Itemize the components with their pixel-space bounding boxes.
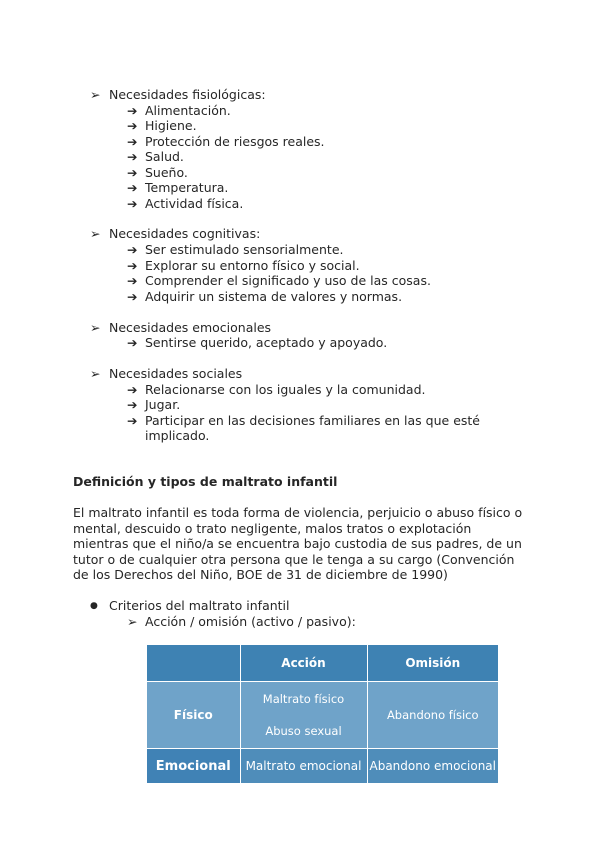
cell-accion-emocional: Maltrato emocional: [240, 749, 367, 784]
list-item: Salud.: [145, 149, 184, 164]
list-marker: ➢: [127, 614, 138, 629]
cell-text: Maltrato físico: [262, 692, 345, 706]
list-item: Relacionarse con los iguales y la comunidad.: [145, 382, 426, 397]
sub-marker: ➔: [127, 118, 138, 133]
sub-marker: ➔: [127, 289, 138, 304]
list-marker: ➢: [90, 226, 101, 241]
sub-marker: ➔: [127, 258, 138, 273]
paragraph-line: tutor o de cualquier otra persona que le tenga a su cargo (Convención: [73, 552, 515, 567]
list-item: Explorar su entorno físico y social.: [145, 258, 360, 273]
row-header-fisico: Físico: [147, 682, 240, 749]
bullet-marker: ●: [90, 601, 98, 611]
list-item: Comprender el significado y uso de las cosas.: [145, 273, 431, 288]
list-item: Sentirse querido, aceptado y apoyado.: [145, 335, 388, 350]
cell-text: Abuso sexual: [265, 724, 342, 738]
table-corner-cell: [147, 645, 240, 682]
sub-marker: ➔: [127, 149, 138, 164]
column-header-accion: Acción: [240, 645, 367, 682]
list-item: Participar en las decisiones familiares en las que esté: [145, 413, 480, 428]
list-item: Alimentación.: [145, 103, 231, 118]
list-item: Jugar.: [145, 397, 181, 412]
maltrato-table: [147, 645, 498, 783]
sub-marker: ➔: [127, 242, 138, 257]
list-item: Actividad física.: [145, 196, 244, 211]
list-item: Higiene.: [145, 118, 197, 133]
sub-marker: ➔: [127, 134, 138, 149]
sub-marker: ➔: [127, 196, 138, 211]
paragraph-line: mientras que el niño/a se encuentra bajo custodia de sus padres, de un: [73, 536, 522, 551]
list-marker: ➢: [90, 87, 101, 102]
list-marker: ➢: [90, 320, 101, 335]
sub-marker: ➔: [127, 335, 138, 350]
sub-marker: ➔: [127, 180, 138, 195]
table-row: [147, 749, 498, 784]
table-header-row: [147, 645, 498, 682]
list-item: Temperatura.: [145, 180, 229, 195]
column-header-omision: Omisión: [367, 645, 498, 682]
section-title-sociales: Necesidades sociales: [109, 366, 243, 381]
section-heading: Definición y tipos de maltrato infantil: [73, 474, 338, 489]
list-item-continuation: implicado.: [145, 428, 210, 443]
section-title-fisiologicas: Necesidades fisiológicas:: [109, 87, 266, 102]
list-marker: ➢: [90, 366, 101, 381]
section-title-emocionales: Necesidades emocionales: [109, 320, 272, 335]
sub-marker: ➔: [127, 397, 138, 412]
sub-marker: ➔: [127, 273, 138, 288]
sub-marker: ➔: [127, 103, 138, 118]
criteria-sub: Acción / omisión (activo / pasivo):: [145, 614, 356, 629]
list-item: Sueño.: [145, 165, 188, 180]
criteria-bullet: Criterios del maltrato infantil: [109, 598, 290, 613]
list-item: Ser estimulado sensorialmente.: [145, 242, 344, 257]
cell-omision-emocional: Abandono emocional: [367, 749, 498, 784]
paragraph-line: El maltrato infantil es toda forma de violencia, perjuicio o abuso físico o: [73, 505, 523, 520]
paragraph-line: de los Derechos del Niño, BOE de 31 de diciembre de 1990): [73, 567, 448, 582]
paragraph-line: mental, descuido o trato negligente, malos tratos o explotación: [73, 521, 472, 536]
cell-omision-fisico: Abandono físico: [367, 682, 498, 749]
sub-marker: ➔: [127, 413, 138, 428]
section-title-cognitivas: Necesidades cognitivas:: [109, 226, 261, 241]
table-row: [147, 682, 498, 749]
cell-accion-fisico: [240, 682, 367, 749]
sub-marker: ➔: [127, 382, 138, 397]
sub-marker: ➔: [127, 165, 138, 180]
list-item: Adquirir un sistema de valores y normas.: [145, 289, 403, 304]
row-header-emocional: Emocional: [147, 749, 240, 784]
list-item: Protección de riesgos reales.: [145, 134, 325, 149]
